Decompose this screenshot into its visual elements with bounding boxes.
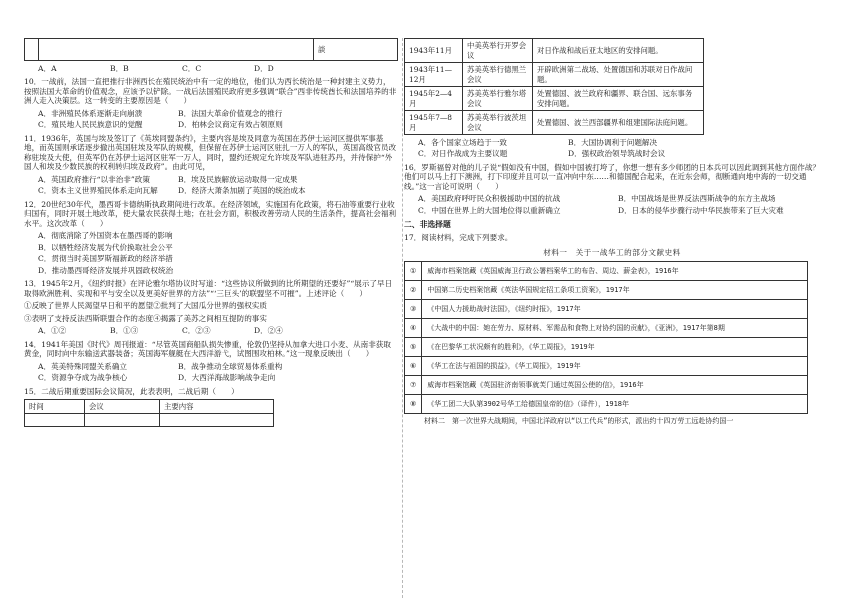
option-b[interactable]: B．中国战场是世界反法西斯战争的东方主战场 (618, 194, 776, 204)
option-a[interactable]: A．各个国家立场趋于一致 (418, 138, 508, 147)
right-column (404, 0, 820, 608)
option-b[interactable]: B．以牺牲经济发展为代价换取社会公平 (38, 242, 173, 252)
doc-source: 《华工团二大队第3902号华工给德国皇帝的信》（译件），1918年 (422, 395, 808, 414)
doc-source: 《在巴黎华工状况颇有的胜利》，《华工周报》，1919年 (422, 338, 808, 357)
cell-time: 1943年11月 (405, 39, 463, 63)
table-row (405, 111, 704, 135)
option-c[interactable]: C．C (182, 64, 202, 73)
option-b[interactable]: B．法国大革命价值观念的推行 (178, 108, 283, 118)
column-divider (402, 38, 403, 598)
q15-conference-table (404, 38, 704, 135)
q15-table-header (24, 399, 274, 427)
option-c[interactable]: C．中国在世界上的大国地位得以重新确立 (418, 205, 561, 215)
q9-table-fragment (24, 38, 398, 61)
table-row (405, 376, 808, 395)
q13-item-1: ①反映了世界人民渴望早日和平的愿望②批判了大国瓜分世界的强权实质 (24, 301, 267, 311)
q11-options (24, 174, 398, 197)
q15-options (404, 137, 820, 160)
q14-stem: 14．1941年美国《时代》周刊报道：“尽管英国商船队损失惨重，伦敦仍坚持从加拿大进口小麦、从南非获取黄金，同时向中东输送武器装备；英国海军舰艇在大西洋游弋，试图围攻柏林。”这一现象反映出（ ） (24, 339, 391, 359)
option-b[interactable]: B．B (110, 64, 129, 73)
doc-source: 中国第二历史档案馆藏《英法华国规定招工条项工资案》，1917年 (422, 281, 808, 300)
table-row (405, 357, 808, 376)
table-cell (85, 414, 160, 427)
table-cell (160, 414, 274, 427)
cell-meeting: 苏美英举行波茨坦会议 (463, 111, 533, 135)
table-cell: 談 (314, 39, 398, 61)
q13-item-2: ③表明了支持反法西斯联盟合作的态度④揭露了美苏之间相互提防的事实 (24, 313, 267, 323)
option-a[interactable]: A．英美特殊同盟关系确立 (38, 361, 128, 371)
option-d[interactable]: D．大西洋海战影响战争走向 (178, 373, 276, 383)
option-d[interactable]: D．经济大萧条加剧了英国的统治成本 (178, 186, 306, 196)
table-row (405, 395, 808, 414)
material-2-text: 材料二 第一次世界大战期间，中国北洋政府以“以工代兵”的形式，派出约十四万劳工远赴协约国一 (424, 417, 734, 426)
cell-meeting: 苏美英举行雅尔塔会议 (463, 87, 533, 111)
option-b[interactable]: B．战争推动全球贸易体系重构 (178, 361, 283, 371)
table-row (405, 319, 808, 338)
option-d[interactable]: D．②④ (254, 326, 283, 336)
option-b[interactable]: B．埃及民族解放运动取得一定成果 (178, 174, 298, 184)
option-a[interactable]: A．①② (38, 326, 67, 336)
option-a[interactable]: A．非洲殖民体系逐渐走向崩溃 (38, 108, 143, 118)
table-row (405, 338, 808, 357)
doc-number: ③ (405, 300, 422, 319)
q16-stem: 16．罗斯福曾对他的儿子说“假如没有中国，假如中国被打垮了，你想一想有多少师团的日本兵可以因此调到其他方面作战？他们可以马上打下澳洲，打下印度并且可以一直冲向中东……和德国配合起来，在近东会师，彻断通向地中海的一切交通线。”这一言论可说明（ ） (404, 162, 820, 191)
option-a[interactable]: A．彻底消除了外国资本在墨西哥的影响 (38, 231, 173, 241)
doc-number: ⑦ (405, 376, 422, 395)
option-b[interactable]: B．①③ (110, 326, 139, 336)
option-d[interactable]: D．日本的侵华步骤行动中华民族带来了巨大灾难 (618, 205, 784, 215)
section-heading: 二、非选择题 (404, 220, 451, 230)
table-cell (25, 39, 39, 61)
option-c[interactable]: C．殖民地人民民族意识的觉醒 (38, 120, 143, 130)
header-meeting: 会议 (85, 400, 160, 414)
header-content: 主要内容 (160, 400, 274, 414)
material-1-title: 材料一 关于一战华工的部分文献史料 (543, 247, 681, 257)
table-cell (39, 39, 314, 61)
cell-content: 处置德国、波兰政府和疆界、联合国、远东事务安排问题。 (533, 87, 704, 111)
option-a[interactable]: A．英国政府推行“以非治非”政策 (38, 174, 150, 184)
doc-number: ④ (405, 319, 422, 338)
cell-meeting: 中美英举行开罗会议 (463, 39, 533, 63)
q10-stem: 10．一战前，法国一直把推行非洲西长在殖民统治中有一定的地位，他们认为西长统治是一种封建主义势力，按照法国大革命的价值观念，应该予以铲除。一战后法国殖民政府更多强调“联合”西非传统酋长和法国培养的非洲人走入决策层。这一转变的主要原因是（ ） (24, 77, 397, 106)
option-c[interactable]: C．对日作战成为主要议题 (418, 149, 508, 159)
table-row (405, 87, 704, 111)
cell-content: 开辟欧洲第二战场、处置德国和苏联对日作战问题。 (533, 63, 704, 87)
table-row (405, 63, 704, 87)
table-cell (25, 414, 85, 427)
doc-source: 《大战中的中国：她在劳力、原材料、军需品和食物上对协约国的贡献》，《亚洲》，1917年第8期 (422, 319, 808, 338)
q17-stem: 17．阅读材料，完成下列要求。 (404, 233, 513, 243)
cell-time: 1943年11—12月 (405, 63, 463, 87)
q10-options (24, 108, 398, 131)
header-time: 时间 (25, 400, 85, 414)
left-column (24, 0, 398, 608)
table-row (405, 300, 808, 319)
q13-stem: 13．1945年2月，《纽约时报》在评论雅尔塔协议时写道：“这些协议所做到的比所期望的还要好”“展示了早日取得欧洲胜利、实现和平与安全以及更美好世界的方法”“‘三巨头’的联盟坚不可摧”。上述评论（ ） (24, 279, 393, 298)
option-a[interactable]: A．美国政府呼吁民众积极援助中国的抗战 (418, 194, 561, 204)
option-a[interactable]: A．A (38, 64, 57, 73)
cell-meeting: 苏美英举行德黑兰会议 (463, 63, 533, 87)
cell-time: 1945年2—4月 (405, 87, 463, 111)
table-row (405, 281, 808, 300)
table-row (405, 39, 704, 63)
doc-source: 《华工在法与祖国的损益》，《华工周报》，1919年 (422, 357, 808, 376)
q14-options (24, 361, 398, 384)
q13-options (24, 325, 398, 336)
doc-number: ② (405, 281, 422, 300)
table-row (405, 262, 808, 281)
q16-options (404, 193, 820, 216)
doc-source: 威海市档案馆藏《英国威海卫行政公署档案华工的布告、周边、薪金表》，1916年 (422, 262, 808, 281)
cell-content: 对日作战和战后亚太地区的安排问题。 (533, 39, 704, 63)
option-d[interactable]: D．柏林会议商定有效占领原则 (178, 120, 283, 130)
q12-stem: 12．20世纪30年代，墨西哥卡德纳斯执政期间进行改革。在经济领域，实施国有化政策，将石油等重要行业收归国有，同时开展土地改革，使大量农民获得土地；在社会方面，积极改善劳动人民的生活条件，提高社会福利水平。这次改革（ ） (24, 199, 397, 228)
doc-number: ⑥ (405, 357, 422, 376)
option-c[interactable]: C．资本主义世界殖民体系走向瓦解 (38, 186, 158, 196)
option-c[interactable]: C．贯彻当时美国罗斯福新政的经济举措 (38, 254, 173, 264)
doc-source: 威海市档案馆藏《英国驻济南领事就芙门通过英国公使的信》，1916年 (422, 376, 808, 395)
q12-options (24, 230, 398, 276)
q15-stem: 15．二战后期重要国际会议简况，此表表明，二战后期（ ） (24, 386, 239, 396)
cell-time: 1945年7—8月 (405, 111, 463, 135)
option-c[interactable]: C．②③ (182, 326, 211, 336)
doc-source: 《中国人力援助战时法国》，《纽约时报》，1917年 (422, 300, 808, 319)
option-d[interactable]: D．推动墨西哥经济发展并巩固政权统治 (38, 265, 174, 275)
q9-options (24, 63, 398, 74)
option-c[interactable]: C．资源争夺成为战争核心 (38, 373, 128, 383)
doc-number: ⑧ (405, 395, 422, 414)
q11-stem: 11．1936年，英国与埃及签订了《英埃同盟条约》，主要内容是埃及同意为英国在苏伊士运河区提供军事基地，而英国则承诺逐步撤出英国驻埃及军队的规模，但保留在苏伊士运河区驻扎一万人的军队，英国高级官员改称驻埃及大使，但英军仍在苏伊士运河区驻军一万人，同时，盟约还规定允许埃及军队进驻苏丹，并待保护“外国人和埃及少数民族的权利转归埃及政府”。由此可见， (24, 133, 397, 172)
option-b[interactable]: B．大国协调利于问题解决 (568, 138, 658, 147)
doc-number: ⑤ (405, 338, 422, 357)
q17-document-table (404, 261, 808, 414)
cell-content: 处置德国、波兰西部疆界和组建国际法庭问题。 (533, 111, 704, 135)
option-d[interactable]: D．D (254, 64, 274, 73)
doc-number: ① (405, 262, 422, 281)
option-d[interactable]: D．强权政治领导筑战时会议 (568, 149, 666, 159)
